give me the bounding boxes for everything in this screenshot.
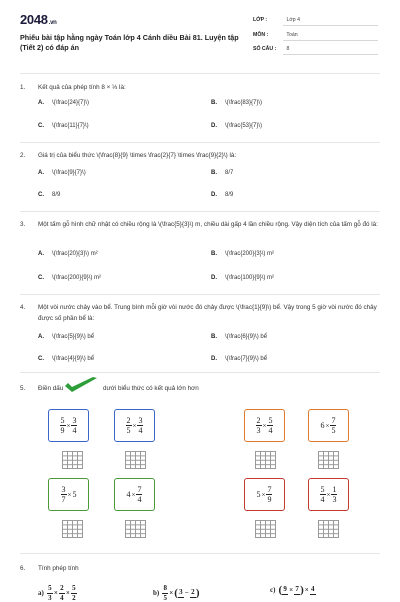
question-1 <box>20 82 380 93</box>
denominator: 4 <box>137 494 142 504</box>
multiply-sign: × <box>262 421 267 430</box>
header-divider <box>20 73 380 74</box>
option-text: \(\frac{4}{9}\) bể <box>52 356 95 362</box>
numerator: 9 <box>283 585 287 593</box>
integer: 5 <box>72 490 77 499</box>
answer-grid[interactable] <box>255 451 276 469</box>
multiply-sign: × <box>131 490 136 499</box>
option-text: 8/7 <box>225 170 234 176</box>
option-label: A. <box>38 334 44 340</box>
answer-grid[interactable] <box>318 520 339 538</box>
numerator: 3 <box>138 415 143 425</box>
answer-grid[interactable] <box>62 520 83 538</box>
numerator: 7 <box>267 484 272 494</box>
expression-card-green-1[interactable] <box>48 478 89 511</box>
denominator: 9 <box>60 425 65 435</box>
option-label: A. <box>38 251 44 257</box>
denominator: 3 <box>332 494 337 504</box>
expression-a: a) $\frac{5}{3}$ × $\frac{2}{4}$ × $\frac{5}{2}$ <box>38 584 76 602</box>
denominator: 4 <box>320 494 325 504</box>
question-number: 1. <box>20 84 26 91</box>
numerator: 7 <box>137 484 142 494</box>
integer: 6 <box>320 421 325 430</box>
site-logo <box>20 12 57 27</box>
item-label: a) <box>38 589 44 597</box>
question-text: Giá trị của biểu thức \(\frac{8}{9} \times \frac{2}{7} \times \frac{9}{2}\) là: <box>38 152 237 159</box>
question-text-before: Điền dấu <box>38 385 64 392</box>
question-3 <box>20 219 382 230</box>
option-b[interactable] <box>211 334 267 340</box>
numerator: 3 <box>179 588 183 596</box>
denominator: 7 <box>61 494 66 504</box>
question-number: 5. <box>20 385 26 392</box>
multiply-sign: × <box>66 421 71 430</box>
divider <box>20 211 380 212</box>
option-text: \(\frac{200}{9}\) m² <box>52 275 102 281</box>
expression-card-blue-2[interactable] <box>114 409 155 442</box>
option-label: D. <box>211 275 217 281</box>
option-a[interactable] <box>38 100 89 106</box>
multiply-sign: × <box>325 421 330 430</box>
expression-card-green-2[interactable] <box>114 478 155 511</box>
option-a[interactable] <box>38 334 94 340</box>
meta-value: Lớp 4 <box>286 17 300 23</box>
divider <box>20 142 380 143</box>
numerator: 8 <box>163 584 167 592</box>
denominator: 5 <box>126 425 131 435</box>
answer-grid[interactable] <box>255 520 276 538</box>
numerator: 3 <box>72 415 77 425</box>
item-label: b) <box>153 589 160 597</box>
option-a[interactable] <box>38 251 98 257</box>
numerator: 2 <box>256 415 261 425</box>
divider <box>20 294 380 295</box>
expression-card-orange-1[interactable] <box>244 409 285 442</box>
option-label: B. <box>211 100 217 106</box>
option-text: \(\frac{53}{7}\) <box>225 123 263 129</box>
meta-value: 8 <box>286 46 290 52</box>
numerator: 3 <box>61 484 66 494</box>
multiply-sign: × <box>326 490 331 499</box>
numerator: 4 <box>311 585 315 593</box>
option-label: B. <box>211 251 217 257</box>
logo-main: 2048 <box>20 12 48 27</box>
option-c[interactable] <box>38 192 60 198</box>
option-text: \(\frac{20}{3}\) m² <box>52 251 98 257</box>
option-a[interactable] <box>38 170 86 176</box>
option-text: \(\frac{83}{7}\) <box>225 100 263 106</box>
question-text: Một vòi nước chảy vào bể. Trung bình mỗi giờ vòi nước đó chảy được \(\frac{1}{9}\) bể. Vậy trong 5 giờ vòi nước đó chảy được số phần bể là: <box>38 304 377 322</box>
option-label: B. <box>211 334 217 340</box>
answer-grid[interactable] <box>318 451 339 469</box>
numerator: 5 <box>320 484 325 494</box>
multiply-sign: × <box>261 490 266 499</box>
meta-key: MÔN : <box>253 32 269 38</box>
question-text-after: dưới biểu thức có kết quả lớn hơn <box>103 385 199 392</box>
integer: 5 <box>256 490 261 499</box>
numerator: 7 <box>295 585 299 593</box>
question-number: 4. <box>20 304 26 311</box>
numerator: 2 <box>60 584 64 592</box>
option-label: D. <box>211 123 217 129</box>
option-c[interactable] <box>38 275 101 281</box>
page-title: Phiếu bài tập hằng ngày Toán lớp 4 Cánh diều Bài 81. Luyện tập (Tiết 2) có đáp án <box>20 33 239 52</box>
answer-grid[interactable] <box>125 451 146 469</box>
denominator: 4 <box>72 425 77 435</box>
multiply-sign: × <box>67 490 72 499</box>
option-text: \(\frac{200}{3}\) m² <box>225 251 275 257</box>
checkmark-icon <box>63 375 99 395</box>
denominator: 5 <box>331 425 336 435</box>
meta-class <box>253 17 300 23</box>
denominator: 3 <box>48 594 52 602</box>
question-text: Một tấm gỗ hình chữ nhật có chiều rộng là \(\frac{5}{3}\) m, chiều dài gấp 4 lần chiều rộng. Vậy diện tích của tấm gỗ đó là: <box>38 221 378 228</box>
option-text: \(\frac{6}{9}\) bể <box>225 334 268 340</box>
expression-card-blue-1[interactable] <box>48 409 89 442</box>
question-4 <box>20 302 382 324</box>
option-b[interactable] <box>211 251 274 257</box>
answer-grid[interactable] <box>125 520 146 538</box>
option-label: D. <box>211 356 217 362</box>
denominator: 4 <box>268 425 273 435</box>
option-text: \(\frac{11}{7}\) <box>52 123 89 129</box>
option-b[interactable] <box>211 170 233 176</box>
option-c[interactable] <box>38 356 94 362</box>
denominator: 4 <box>60 594 64 602</box>
numerator: 5 <box>48 584 52 592</box>
expression-card-red-1[interactable] <box>244 478 285 511</box>
numerator: 5 <box>60 415 65 425</box>
option-label: C. <box>38 123 44 129</box>
numerator: 5 <box>72 584 76 592</box>
item-label: c) <box>270 586 276 594</box>
option-c[interactable] <box>38 123 89 129</box>
option-text: \(\frac{7}{9}\) bể <box>225 356 268 362</box>
expression-card-red-2[interactable] <box>308 478 349 511</box>
option-label: C. <box>38 356 44 362</box>
option-d[interactable] <box>211 192 233 198</box>
numerator: 1 <box>332 484 337 494</box>
option-b[interactable] <box>211 100 262 106</box>
option-label: C. <box>38 192 44 198</box>
meta-value: Toán <box>286 32 298 38</box>
question-number: 2. <box>20 152 26 159</box>
option-label: D. <box>211 192 217 198</box>
divider <box>283 40 378 41</box>
divider <box>283 25 378 26</box>
denominator: 3 <box>256 425 261 435</box>
divider <box>20 372 380 373</box>
meta-subject <box>253 32 298 38</box>
option-text: \(\frac{24}{7}\) <box>52 100 90 106</box>
question-2 <box>20 150 380 161</box>
option-label: A. <box>38 100 44 106</box>
option-text: \(\frac{100}{9}\) m² <box>225 275 275 281</box>
option-text: 8/9 <box>225 192 234 198</box>
option-text: \(\frac{9}{7}\) <box>52 170 86 176</box>
option-label: B. <box>211 170 217 176</box>
denominator: 4 <box>138 425 143 435</box>
expression-card-orange-2[interactable] <box>308 409 349 442</box>
option-d[interactable] <box>211 123 262 129</box>
option-label: A. <box>38 170 44 176</box>
integer: 4 <box>126 490 131 499</box>
question-text: Tính phép tính <box>38 565 79 572</box>
option-d[interactable] <box>211 356 267 362</box>
numerator: 5 <box>268 415 273 425</box>
logo-suffix: .vn <box>48 20 57 26</box>
expression-b: b) $\frac{8}{5}$ × ( 3 − 2 ) <box>153 584 200 602</box>
question-6 <box>20 563 79 574</box>
denominator: 5 <box>163 594 167 602</box>
question-5 <box>20 383 63 394</box>
option-label: C. <box>38 275 44 281</box>
option-text: 8/9 <box>52 192 61 198</box>
option-text: \(\frac{5}{9}\) bể <box>52 334 95 340</box>
numerator: 2 <box>126 415 131 425</box>
meta-key: SỐ CÂU : <box>253 46 277 52</box>
option-d[interactable] <box>211 275 274 281</box>
denominator: 2 <box>72 594 76 602</box>
meta-count <box>253 46 289 52</box>
multiply-sign: × <box>132 421 137 430</box>
expression-c: c) ( 9 × 7 ) × 4 <box>270 584 315 596</box>
question-text: Kết quả của phép tính 8 × ⅓ là: <box>38 84 126 91</box>
meta-key: LỚP : <box>253 17 268 23</box>
numerator: 7 <box>331 415 336 425</box>
question-number: 6. <box>20 565 26 572</box>
denominator: 9 <box>267 494 272 504</box>
divider <box>20 553 380 554</box>
numerator: 2 <box>191 588 195 596</box>
question-number: 3. <box>20 221 26 228</box>
divider <box>283 54 378 55</box>
answer-grid[interactable] <box>62 451 83 469</box>
